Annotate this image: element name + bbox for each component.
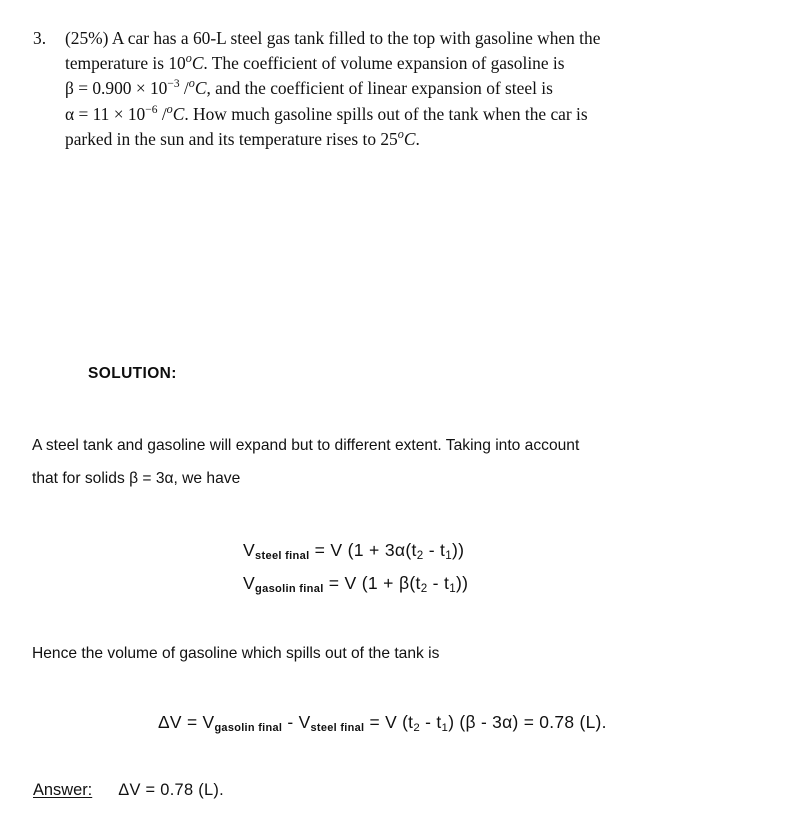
problem-line-5: parked in the sun and its temperature rises to 25$^o$C. bbox=[65, 127, 420, 149]
degree-symbol-1: o bbox=[185, 51, 192, 66]
subscript-t2: 2 bbox=[416, 549, 424, 563]
subscript-steel-final: steel final bbox=[310, 722, 365, 735]
problem-statement bbox=[33, 26, 773, 152]
problem-line-1: (25%) A car has a 60-L steel gas tank filled to the top with gasoline when the bbox=[65, 28, 601, 48]
answer-value: ΔV = 0.78 (L). bbox=[118, 781, 225, 799]
equation-gasolin-final: Vgasolin final = V (1 + β(t2 - t1)) bbox=[243, 573, 469, 596]
problem-line-3: $\beta = 0.900 \times 10^{-3}$ /$^o$C, and the coefficient of linear expansion of steel is bbox=[65, 76, 553, 99]
equation-steel-final: Vsteel final = V (1 + 3α(t2 - t1)) bbox=[243, 540, 465, 563]
subscript-t1: 1 bbox=[441, 722, 449, 735]
problem-text bbox=[65, 26, 773, 152]
answer-label: Answer: bbox=[33, 781, 93, 799]
degree-symbol-3: o bbox=[166, 101, 173, 116]
subscript-t2: 2 bbox=[413, 722, 421, 735]
degree-symbol-2: o bbox=[188, 76, 195, 91]
subscript-gasolin-final: gasolin final bbox=[214, 722, 283, 735]
problem-number: 3. bbox=[33, 28, 47, 48]
subscript-gasolin-final: gasolin final bbox=[255, 583, 324, 596]
solution-paragraph-1-line-1: A steel tank and gasoline will expand but to different extent. Taking into account bbox=[32, 437, 580, 454]
subscript-steel-final: steel final bbox=[255, 550, 310, 563]
solution-paragraph-2: Hence the volume of gasoline which spills out of the tank is bbox=[32, 645, 440, 662]
answer-row bbox=[33, 781, 224, 800]
subscript-t1: 1 bbox=[445, 549, 452, 563]
problem-line-4: $\alpha = 11 \times 10^{-6}$ /$^o$C. How much gasoline spills out of the tank when the car is bbox=[65, 101, 588, 124]
exponent-minus-three: −3 bbox=[167, 78, 180, 91]
subscript-t1: 1 bbox=[449, 582, 456, 596]
subscript-t2: 2 bbox=[420, 582, 428, 596]
degree-symbol-4: o bbox=[397, 127, 404, 142]
solution-paragraph-1-line-2: that for solids β = 3α, we have bbox=[32, 470, 241, 487]
problem-line-2: temperature is 10$^o$C. The coefficient of volume expansion of gasoline is bbox=[65, 51, 565, 74]
solution-heading: SOLUTION: bbox=[88, 365, 177, 382]
equation-delta-v: ΔV = Vgasolin final - Vsteel final = V (t2 - t1) (β - 3α) = 0.78 (L). bbox=[158, 712, 607, 735]
exponent-minus-six: −6 bbox=[145, 103, 158, 116]
